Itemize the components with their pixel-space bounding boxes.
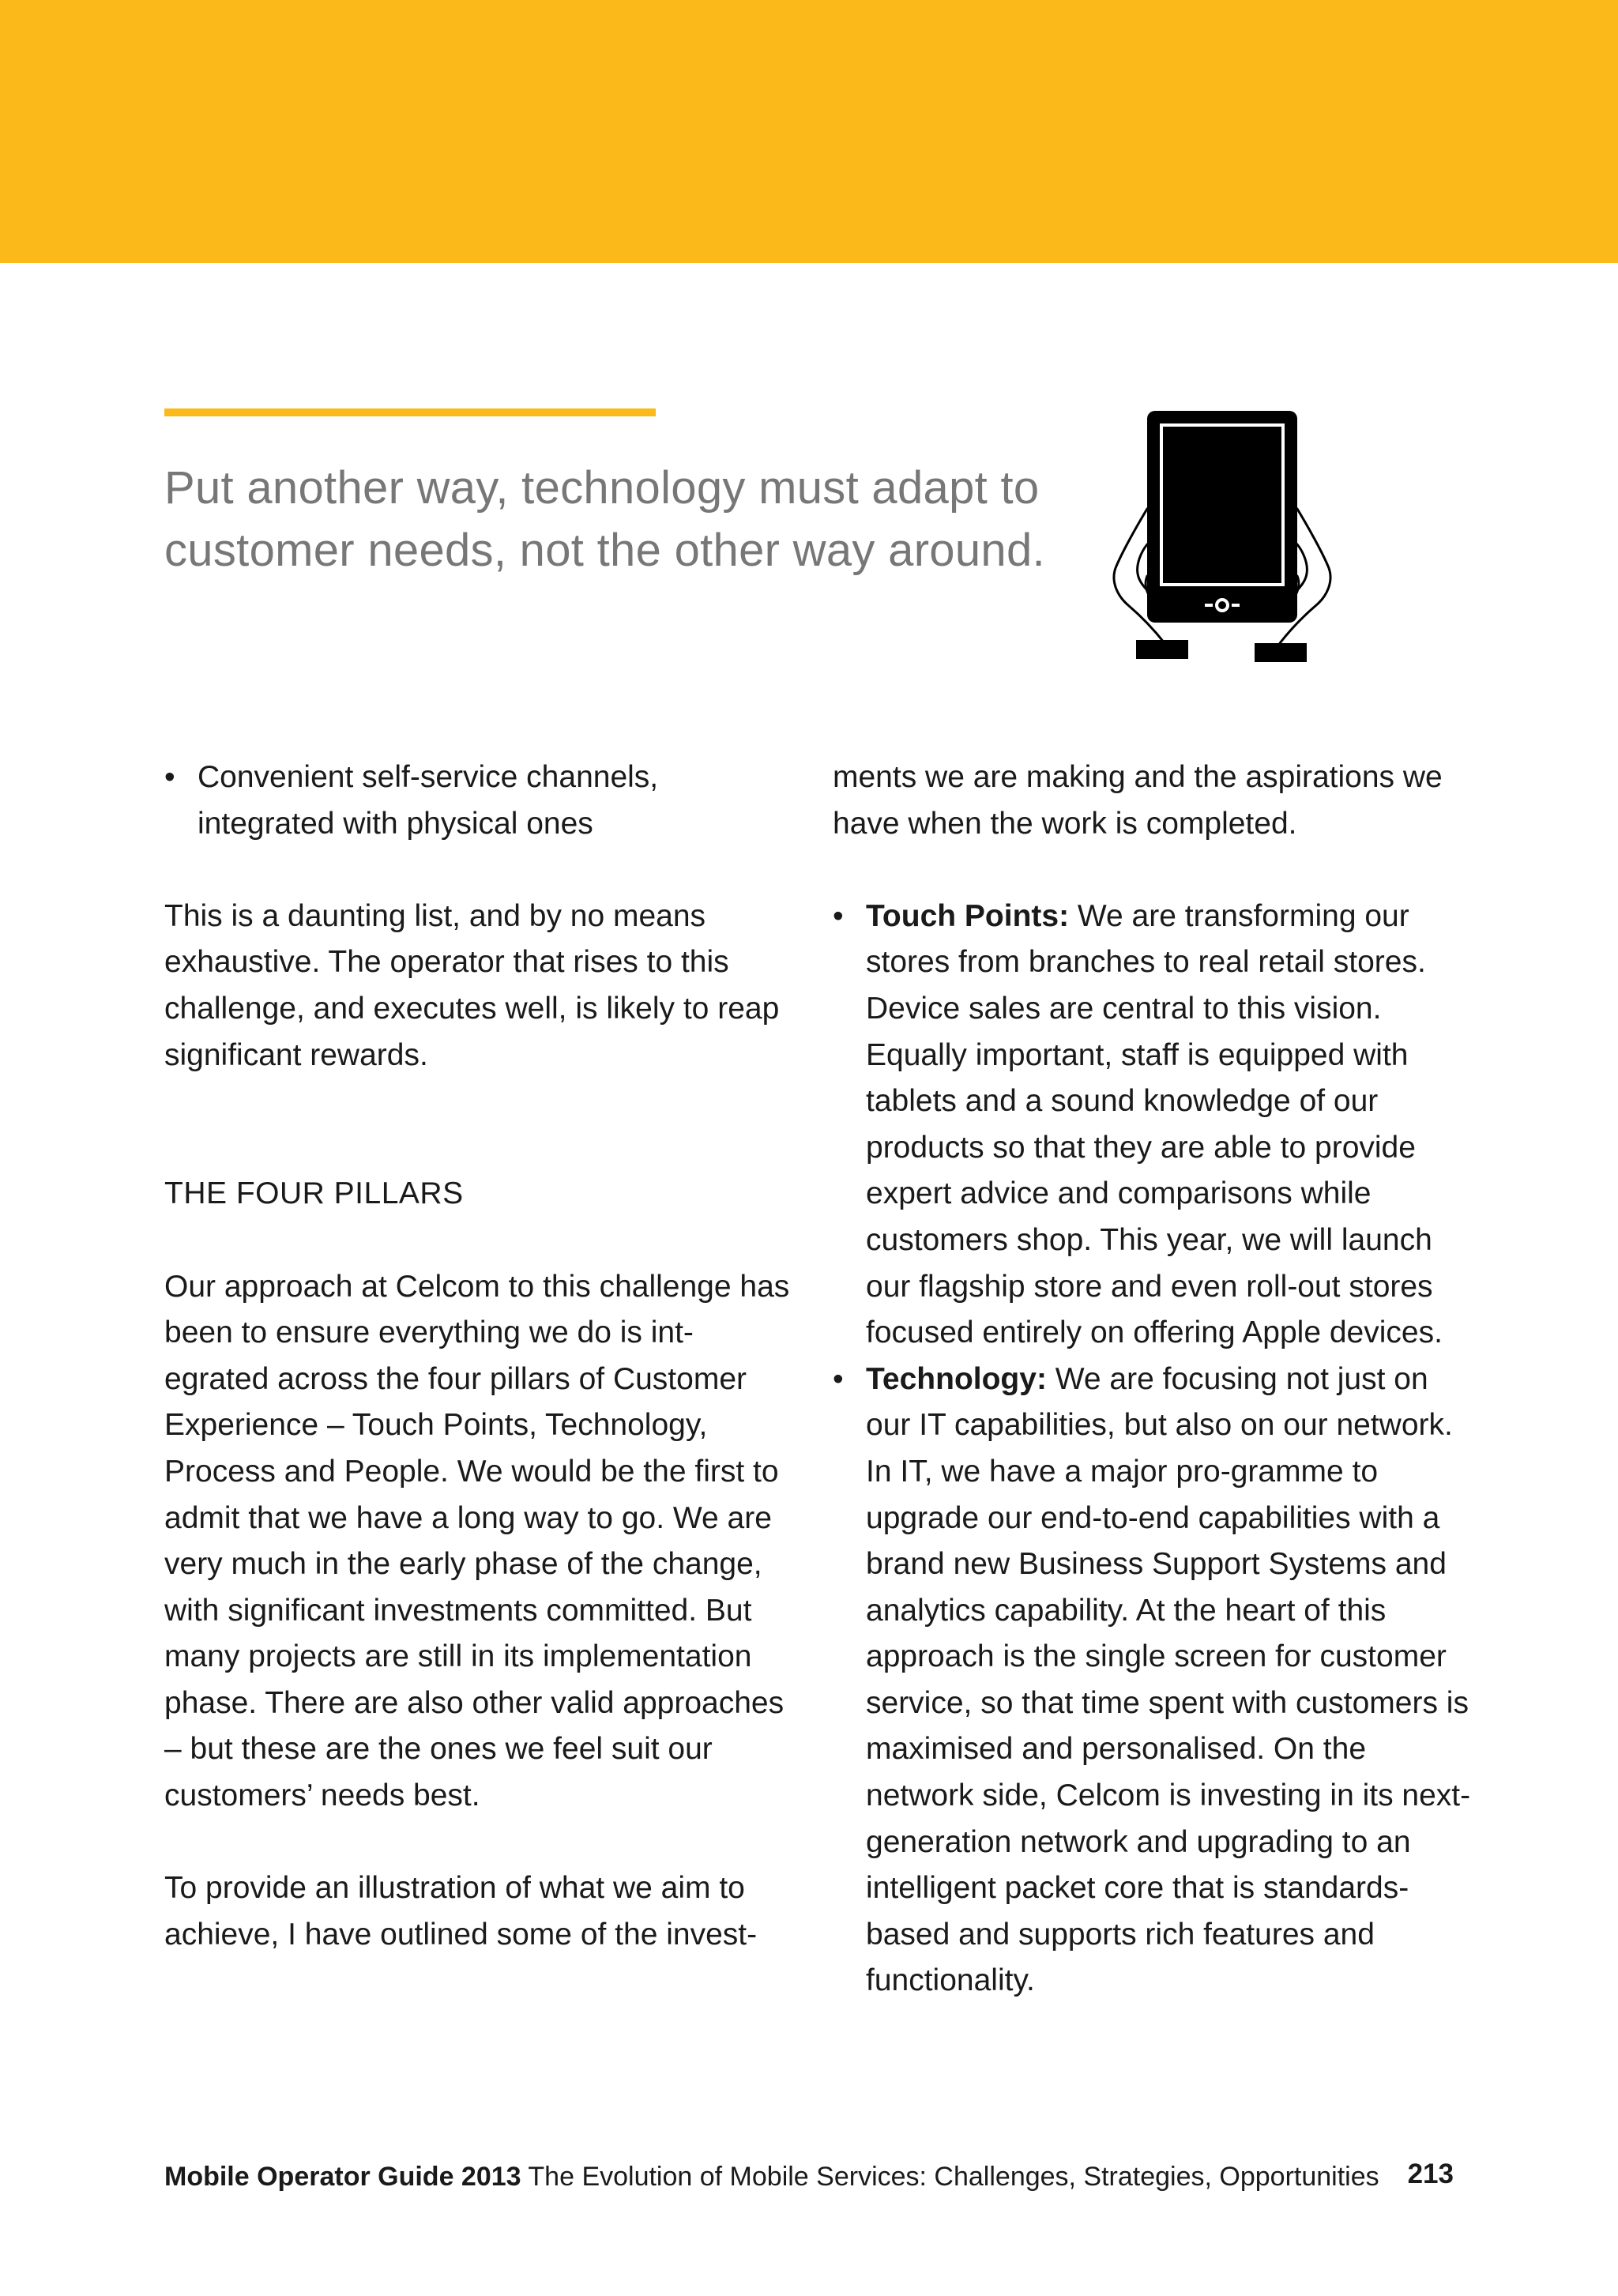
accent-rule bbox=[164, 408, 656, 416]
list-item bbox=[164, 755, 796, 847]
page-footer bbox=[164, 2155, 1454, 2198]
right-column bbox=[833, 755, 1481, 2004]
publication-title: Mobile Operator Guide 2013 bbox=[164, 2162, 521, 2192]
bullet-dot: • bbox=[833, 1361, 844, 1396]
body-paragraph: This is a daunting list, and by no means exhaustive. The operator that rises to this challenge, and executes well, is likely to reap significant rewards. bbox=[164, 898, 780, 1072]
continued-paragraph: ments we are making and the aspirations we have when the work is completed. bbox=[833, 760, 1443, 841]
list-item bbox=[833, 894, 1481, 1357]
bullet-dot: • bbox=[164, 760, 175, 794]
bullet-term: Touch Points: bbox=[866, 898, 1070, 933]
bullet-term: Technology: bbox=[866, 1361, 1047, 1396]
pillars-bullet-list bbox=[833, 894, 1481, 2004]
left-bullet-list bbox=[164, 755, 796, 847]
list-item bbox=[833, 1357, 1481, 2004]
pull-quote-line-1: Put another way, technology must adapt to bbox=[164, 462, 1040, 514]
body-paragraph: To provide an illustration of what we aim to achieve, I have outlined some of the invest- bbox=[164, 1871, 758, 1952]
pull-quote bbox=[164, 457, 1112, 582]
bullet-dot: • bbox=[833, 898, 844, 933]
bullet-text: We are focusing not just on our IT capabilities, but also on our network. In IT, we have a major pro-gramme to upgrade our end-to-end capabilities with a brand new Business Support Systems and analytics capability. At the heart of this approach is the single screen for customer service, so that time spent with customers is maximised and personalised. On the network side, Celcom is investing in its next-generation network and upgrading to an intelligent packet core that is standards-based and supports rich features and functionality. bbox=[866, 1361, 1471, 1998]
publication-subtitle: The Evolution of Mobile Services: Challenges, Strategies, Opportunities bbox=[528, 2162, 1379, 2192]
section-heading: THE FOUR PILLARS bbox=[164, 1176, 464, 1211]
bullet-text: Convenient self-service channels, integrated with physical ones bbox=[198, 760, 659, 841]
left-column bbox=[164, 755, 796, 1958]
body-paragraph: Our approach at Celcom to this challenge has been to ensure everything we do is int-egrated across the four pillars of Customer Experience – Touch Points, Technology, Process and People. We would be the first to admit that we have a long way to go. We are very much in the early phase of the change, with significant investments committed. But many projects are still in its implementation phase. There are also other valid approaches – but these are the ones we feel suit our customers’ needs best. bbox=[164, 1269, 790, 1813]
pull-quote-line-2: customer needs, not the other way around. bbox=[164, 525, 1045, 576]
bullet-text: We are transforming our stores from branches to real retail stores. Device sales are central to this vision. Equally important, staff is equipped with tablets and a sound knowledge of our products so that they are able to provide expert advice and comparisons while customers shop. This year, we will launch our flagship store and even roll-out stores focused entirely on offering Apple devices. bbox=[866, 898, 1443, 1350]
page-number: 213 bbox=[1407, 2159, 1454, 2189]
hands-holding-tablet-icon bbox=[1106, 406, 1343, 667]
header-color-band bbox=[0, 0, 1618, 263]
